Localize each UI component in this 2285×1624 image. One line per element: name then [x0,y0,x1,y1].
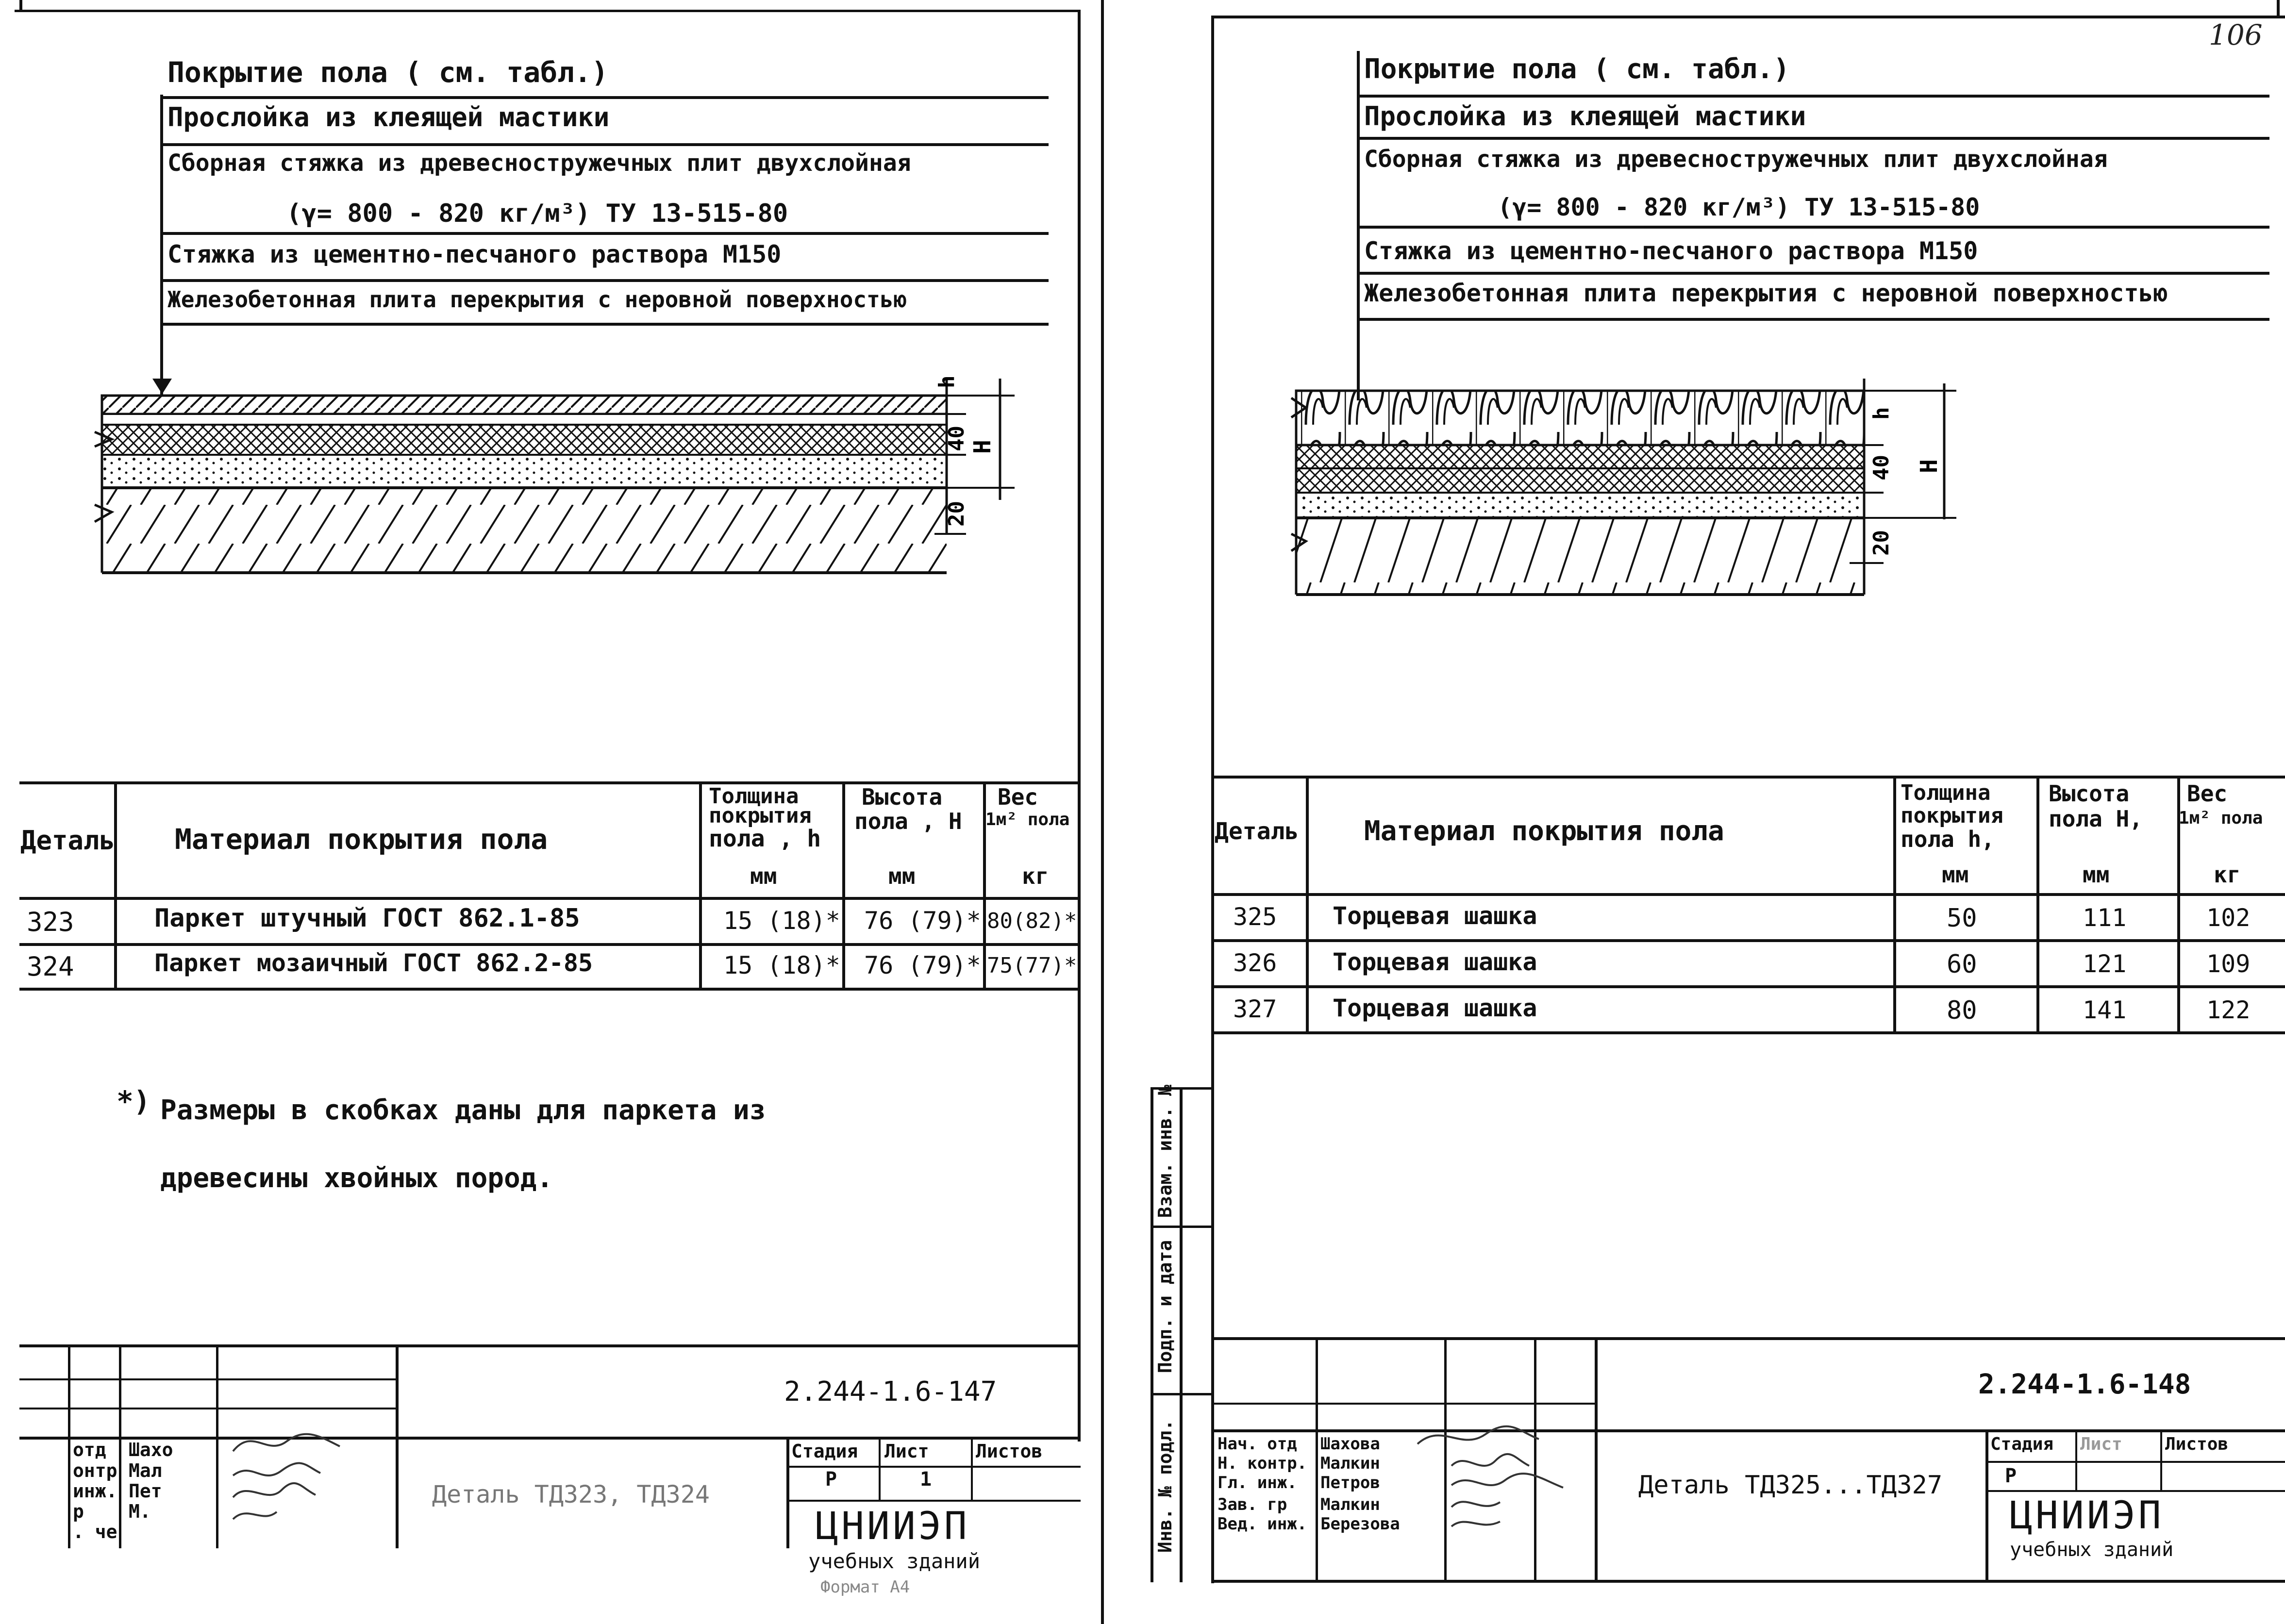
row-detail: 323 [27,907,74,937]
table-header-material: Материал покрытия пола [1364,815,1724,847]
table-header-weight: 1м² пола [2179,808,2263,828]
row-weight: 122 [2206,996,2251,1024]
row-material: Паркет мозаичный ГОСТ 862.2-85 [154,949,593,977]
table-header-thickness: пола h, [1901,826,1995,852]
table-header-weight: кг [1022,863,1049,889]
table-header-thickness: мм [750,863,777,889]
stamp-role: отд [73,1439,106,1460]
stamp-name: Мал [129,1460,162,1481]
format-label: Формат А4 [820,1577,910,1597]
stamp-role: . че [73,1521,117,1542]
stamp-role: Нач. отд [1218,1434,1297,1454]
row-material: Паркет штучный ГОСТ 862.1-85 [154,904,580,933]
row-detail: 327 [1233,995,1277,1023]
stamp-name: Березова [1320,1514,1400,1534]
stage-label: Стадия [1990,1434,2054,1454]
sheet-label: Лист [884,1441,929,1462]
row-thickness: 80 [1947,996,1977,1025]
layer-label: Прослойка из клеящей мастики [1364,101,1806,132]
stamp-role: Гл. инж. [1218,1473,1297,1492]
table-header-thickness: мм [1942,862,1969,888]
layer-label: Сборная стяжка из древесностружечных плит двухслойная [167,149,911,177]
table-header-thickness: Толщина [709,784,799,809]
row-thickness: 50 [1947,904,1977,933]
layer-label: Прослойка из клеящей мастики [167,102,610,133]
layer-label: Сборная стяжка из древесностружечных плит двухслойная [1364,146,2108,173]
row-weight: 109 [2206,950,2251,978]
row-material: Торцевая шашка [1333,902,1537,930]
table-header-height: мм [888,863,916,889]
stamp-role: Вед. инж. [1218,1514,1307,1534]
dim-h: h [1869,407,1894,420]
stamp-role: Н. контр. [1218,1454,1307,1473]
org-sub: учебных зданий [2010,1539,2174,1561]
table-header-material: Материал покрытия пола [175,823,548,856]
table-header-height: пола , H [854,808,962,834]
sheet-value: 1 [920,1468,932,1491]
stamp-role: онтр [73,1460,117,1481]
floor-section-right [1214,0,2282,631]
row-height: 121 [2083,950,2127,978]
org-name: ЦНИИЭП [2010,1494,2164,1538]
layer-label: (γ= 800 - 820 кг/м³) ТУ 13-515-80 [286,199,788,228]
stamp-name: Шахова [1320,1434,1380,1454]
sheet-label: Лист [2080,1434,2122,1454]
note-text: древесины хвойных пород. [160,1162,553,1194]
side-label: Взам. инв. № [1154,1084,1176,1218]
stage-value: Р [2005,1465,2017,1487]
dim-h: h [934,375,959,388]
drawing-code: 2.244-1.6-147 [784,1376,997,1408]
page-number: 106 [2209,18,2263,51]
stamp-name: Малкин [1320,1454,1380,1473]
table-header-height: Высота [2049,780,2130,807]
layer-label: Покрытие пола ( см. табл.) [1364,53,1790,85]
row-detail: 325 [1233,903,1277,931]
stamp-role: р [73,1501,84,1522]
row-height: 141 [2083,996,2127,1024]
row-height: 76 (79)* [864,951,981,979]
table-header-detail: Деталь [1215,818,1299,845]
layer-label: Стяжка из цементно-песчаного раствора М150 [167,240,782,268]
table-header-thickness: пола , h [709,825,821,852]
org-sub: учебных зданий [808,1549,981,1573]
row-height: 111 [2083,904,2127,932]
layer-label: Стяжка из цементно-песчаного раствора М150 [1364,237,1978,265]
signature-marks [1408,1422,1592,1534]
layer-label: Железобетонная плита перекрытия с неровной поверхностью [167,286,907,313]
note-mark: *) [117,1085,150,1118]
row-thickness: 15 (18)* [723,907,840,935]
table-header-weight: 1м² пола [985,810,1070,829]
layer-label: (γ= 800 - 820 кг/м³) ТУ 13-515-80 [1498,193,1980,221]
table-header-thickness: покрытия [709,803,812,828]
stamp-name: Малкин [1320,1495,1380,1514]
table-header-weight: кг [2214,862,2241,888]
org-name: ЦНИИЭП [816,1505,970,1548]
dim-20: 20 [1869,530,1894,556]
table-header-detail: Деталь [20,825,116,856]
dim-H: H [969,440,996,454]
row-thickness: 15 (18)* [723,951,840,979]
dim-H: H [1916,459,1943,473]
stamp-name: Пет [129,1480,162,1502]
sheets-label: Листов [976,1441,1043,1462]
row-detail: 324 [27,951,74,982]
stamp-name: Шахо [129,1439,173,1460]
row-weight: 75(77)* [987,953,1077,978]
stage-label: Стадия [791,1441,858,1462]
sheets-label: Листов [2165,1434,2229,1454]
layer-label: Покрытие пола ( см. табл.) [167,56,608,89]
side-label: Подп. и дата [1154,1240,1176,1374]
signature-marks [223,1427,388,1543]
stage-value: Р [825,1468,837,1491]
table-header-height: мм [2083,862,2110,888]
stamp-role: Зав. гр [1218,1495,1287,1514]
row-weight: 80(82)* [987,909,1077,933]
dim-20: 20 [944,501,969,527]
dim-40: 40 [1869,455,1894,481]
drawing-title: Деталь ТД325...ТД327 [1638,1471,1943,1500]
table-header-weight: Вес [2187,780,2228,807]
row-height: 76 (79)* [864,907,981,935]
table-header-weight: Вес [998,784,1038,810]
row-weight: 102 [2206,904,2251,932]
row-material: Торцевая шашка [1333,948,1537,976]
drawing-code: 2.244-1.6-148 [1978,1369,2191,1400]
row-material: Торцевая шашка [1333,994,1537,1022]
table-header-height: Высота [862,784,943,810]
stamp-role: инж. [73,1480,117,1502]
dim-40: 40 [944,426,969,451]
layer-label: Железобетонная плита перекрытия с неровной поверхностью [1364,279,2168,307]
note-text: Размеры в скобках даны для паркета из [160,1094,766,1126]
row-detail: 326 [1233,949,1277,977]
table-header-thickness: Толщина [1901,780,1991,805]
table-header-height: пола H, [2049,806,2143,832]
row-thickness: 60 [1947,950,1977,979]
stamp-name: Петров [1320,1473,1380,1492]
side-label: Инв. № подл. [1154,1419,1176,1553]
floor-section-left [0,0,1078,631]
drawing-title: Деталь ТД323, ТД324 [432,1480,710,1508]
stamp-name: М. [129,1501,151,1522]
table-header-thickness: покрытия [1901,803,2003,828]
